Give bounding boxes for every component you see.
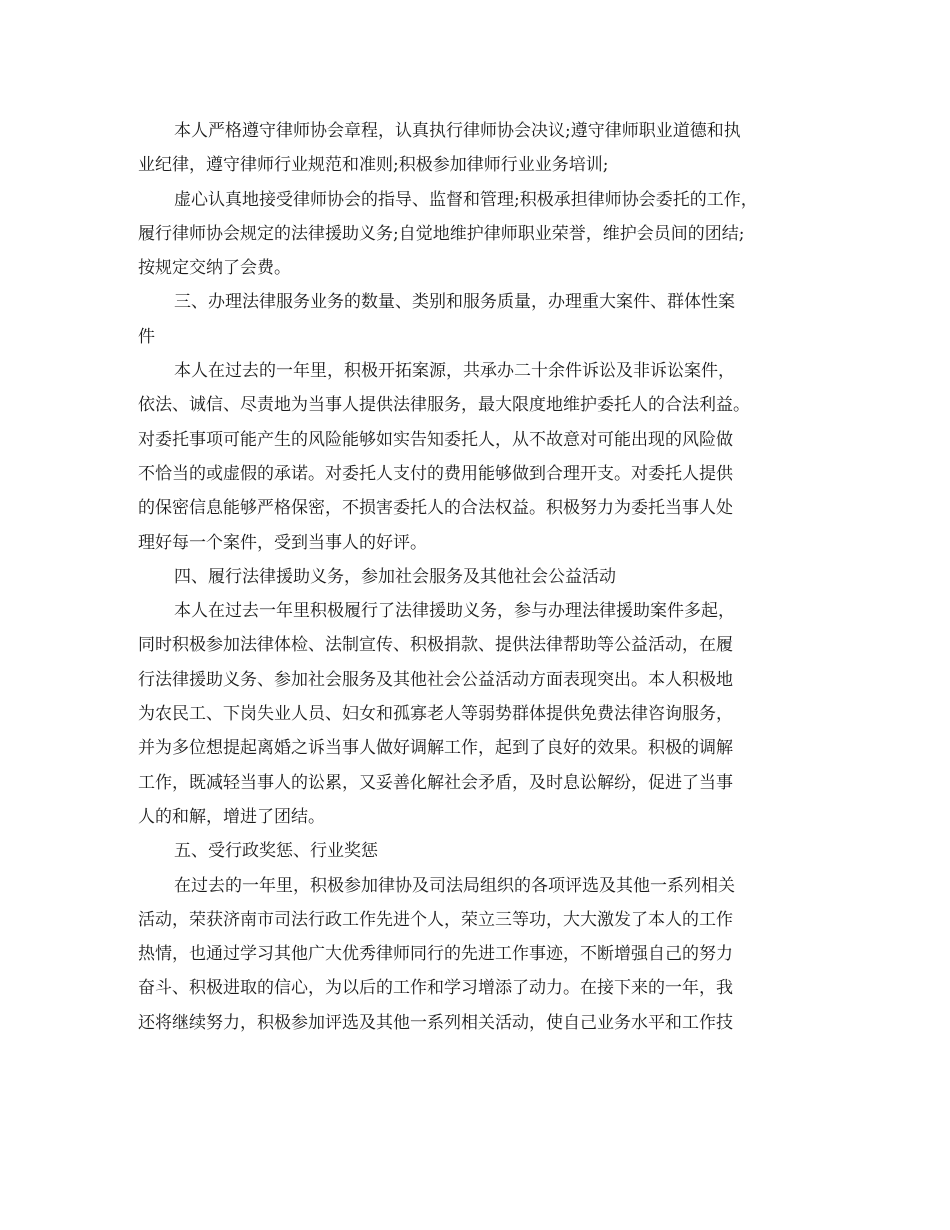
paragraph-line: 按规定交纳了会费。: [138, 258, 291, 279]
paragraph-line: 为农民工、下岗失业人员、妇女和孤寡老人等弱势群体提供免费法律咨询服务，: [138, 704, 733, 725]
paragraph-line: 对委托事项可能产生的风险能够如实告知委托人，从不故意对可能出现的风险做: [138, 429, 733, 450]
paragraph-line: 活动，荣获济南市司法行政工作先进个人，荣立三等功，大大激发了本人的工作: [138, 909, 733, 930]
paragraph-line: 的保密信息能够严格保密，不损害委托人的合法权益。积极努力为委托当事人处: [138, 498, 733, 519]
paragraph-line: 本人在过去一年里积极履行了法律援助义务，参与办理法律援助案件多起，: [174, 601, 735, 622]
section-heading-line: 四、履行法律援助义务，参加社会服务及其他社会公益活动: [174, 566, 616, 587]
section-heading-line: 件: [138, 326, 155, 347]
paragraph-line: 还将继续努力，积极参加评选及其他一系列相关活动，使自己业务水平和工作技: [138, 1012, 733, 1033]
paragraph-line: 理好每一个案件，受到当事人的好评。: [138, 532, 427, 553]
paragraph-line: 人的和解，增进了团结。: [138, 806, 325, 827]
paragraph-line: 奋斗、积极进取的信心，为以后的工作和学习增添了动力。在接下来的一年，我: [138, 978, 733, 999]
paragraph-line: 同时积极参加法律体检、法制宣传、积极捐款、提供法律帮助等公益活动，在履: [138, 635, 733, 656]
paragraph-line: 虚心认真地接受律师协会的指导、监督和管理;积极承担律师协会委托的工作，: [174, 189, 758, 210]
paragraph-line: 不恰当的或虚假的承诺。对委托人支付的费用能够做到合理开支。对委托人提供: [138, 463, 733, 484]
paragraph-line: 本人严格遵守律师协会章程，认真执行律师协会决议;遵守律师职业道德和执: [174, 121, 741, 141]
paragraph-line: 依法、诚信、尽责地为当事人提供法律服务，最大限度地维护委托人的合法利益。: [138, 395, 750, 416]
paragraph-line: 热情，也通过学习其他广大优秀律师同行的先进工作事迹，不断增强自己的努力: [138, 944, 733, 965]
paragraph-line: 工作，既减轻当事人的讼累，又妥善化解社会矛盾，及时息讼解纷，促进了当事: [138, 772, 733, 793]
paragraph-line: 并为多位想提起离婚之诉当事人做好调解工作，起到了良好的效果。积极的调解: [138, 738, 733, 759]
paragraph-line: 业纪律，遵守律师行业规范和准则;积极参加律师行业业务培训;: [138, 155, 609, 176]
paragraph-line: 本人在过去的一年里，积极开拓案源，共承办二十余件诉讼及非诉讼案件，: [174, 361, 735, 382]
paragraph-line: 在过去的一年里，积极参加律协及司法局组织的各项评选及其他一系列相关: [174, 875, 735, 896]
section-heading-line: 五、受行政奖惩、行业奖惩: [174, 841, 378, 862]
section-heading-line: 三、办理法律服务业务的数量、类别和服务质量，办理重大案件、群体性案: [174, 292, 735, 313]
paragraph-line: 行法律援助义务、参加社会服务及其他社会公益活动方面表现突出。本人积极地: [138, 669, 733, 690]
document-body: [138, 114, 818, 1040]
paragraph-line: 履行律师协会规定的法律援助义务;自觉地维护律师职业荣誉，维护会员间的团结;: [138, 223, 745, 244]
